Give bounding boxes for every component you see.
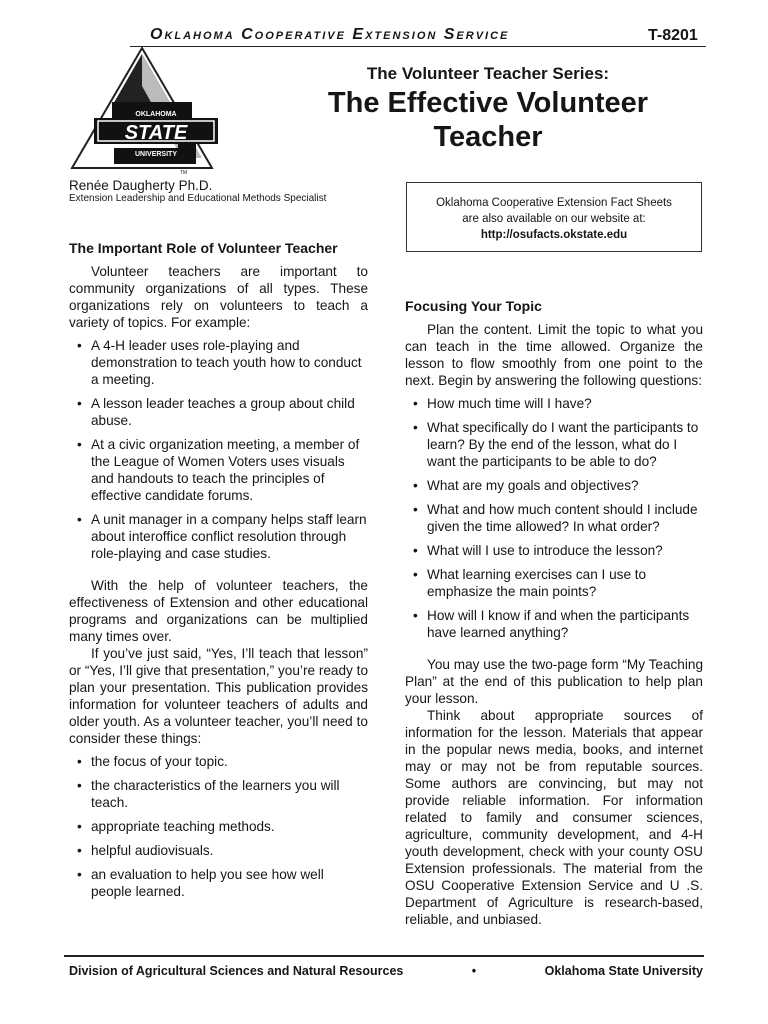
- list-item: • How much time will I have?: [413, 396, 592, 411]
- bullet-icon: •: [77, 512, 82, 527]
- bullet-icon: •: [77, 338, 82, 353]
- list-item: • What and how much content should I include given the time allowed? In what order?: [413, 502, 698, 534]
- bullet-icon: •: [413, 478, 418, 493]
- info-box-line-1: Oklahoma Cooperative Extension Fact Sheets: [436, 197, 672, 209]
- bullet-icon: •: [413, 420, 418, 435]
- page-title-line-2: Teacher: [433, 121, 543, 153]
- list-item: • A 4-H leader uses role-playing and demonstration to teach youth how to conduct a meeting.: [77, 338, 362, 387]
- publisher-name: Oklahoma Cooperative Extension Service: [150, 26, 510, 43]
- paragraph: You may use the two-page form “My Teaching Plan” at the end of this publication to help plan your lesson.: [405, 657, 703, 706]
- section-heading-important-role: The Important Role of Volunteer Teacher: [69, 240, 338, 256]
- bullet-icon: •: [77, 867, 82, 882]
- bullet-icon: •: [77, 754, 82, 769]
- bullet-icon: •: [413, 396, 418, 411]
- paragraph: Think about appropriate sources of information for the lesson. Materials that appear in the popular news media, books, and internet may or may not be from reputable sources. Some authors are convincing, but may not provide reliable information. For information related to family and consumer sciences, agriculture, community development, and 4-H youth development, check with your county OSU Extension professionals. The material from the OSU Cooperative Extension Service and U .S. Department of Agriculture is research-based, reliable, and unbiased.: [405, 708, 703, 927]
- list-item: • A lesson leader teaches a group about child abuse.: [77, 396, 355, 428]
- bullet-icon: •: [77, 396, 82, 411]
- list-item: • What are my goals and objectives?: [413, 478, 639, 493]
- bullet-icon: •: [77, 843, 82, 858]
- list-item: • What will I use to introduce the lesson?: [413, 543, 663, 558]
- list-item: • the characteristics of the learners you will teach.: [77, 778, 340, 810]
- logo-text-main: STATE: [124, 122, 188, 144]
- bullet-icon: •: [413, 543, 418, 558]
- bullet-icon: •: [413, 567, 418, 582]
- document-number: T-8201: [648, 27, 698, 44]
- list-item: • What specifically do I want the participants to learn? By the end of the lesson, what do I want the participants to be able to do?: [413, 420, 699, 469]
- website-info-box: [406, 182, 702, 252]
- footer-university: Oklahoma State University: [544, 964, 703, 978]
- website-link[interactable]: http://osufacts.okstate.edu: [480, 229, 628, 241]
- info-box-line-2: are also available on our website at:: [462, 213, 646, 225]
- bullet-icon: •: [413, 502, 418, 517]
- logo-text-top: OKLAHOMA: [135, 111, 177, 118]
- author-role: Extension Leadership and Educational Methods Specialist: [69, 193, 327, 204]
- list-item: • At a civic organization meeting, a member of the League of Women Voters uses visuals and handouts to teach the principles of effective candidate forums.: [77, 437, 360, 503]
- bullet-icon: •: [77, 437, 82, 452]
- page-title-line-1: The Effective Volunteer: [327, 87, 649, 119]
- paragraph: If you’ve just said, “Yes, I’ll teach that lesson” or “Yes, I’ll give that presentation,” you’re ready to plan your presentation. This publication provides information for volunteer teachers of adults and older youth. As a volunteer teacher, you’ll need to consider these things:: [69, 646, 368, 746]
- paragraph: Volunteer teachers are important to community organizations of all types. These organizations rely on volunteers to teach a variety of topics. For example:: [69, 264, 368, 330]
- consider-list: [69, 753, 368, 900]
- bullet-icon: •: [77, 819, 82, 834]
- logo-text-bottom: UNIVERSITY: [134, 151, 178, 158]
- page-title: [250, 86, 726, 154]
- list-item: • A unit manager in a company helps staff learn about interoffice conflict resolution through role-playing and case studies.: [77, 512, 367, 561]
- bullet-icon: •: [77, 778, 82, 793]
- list-item: • an evaluation to help you see how well people learned.: [77, 867, 324, 899]
- footer-separator: •: [471, 964, 477, 978]
- list-item: • the focus of your topic.: [77, 754, 228, 769]
- question-list: [405, 395, 703, 641]
- author-name: Renée Daugherty Ph.D.: [69, 178, 213, 193]
- paragraph: With the help of volunteer teachers, the effectiveness of Extension and other educational programs and organizations can be multiplied many times over.: [69, 578, 368, 644]
- list-item: • How will I know if and when the participants have learned anything?: [413, 608, 690, 640]
- paragraph: Plan the content. Limit the topic to what you can teach in the time allowed. Organize the lesson to flow smoothly from one point to the next. Begin by answering the following questions:: [405, 322, 703, 388]
- footer: [69, 964, 703, 978]
- list-item: • What learning exercises can I use to emphasize the main points?: [413, 567, 647, 599]
- right-column: [405, 298, 703, 928]
- footer-divider: [64, 955, 704, 957]
- list-item: • appropriate teaching methods.: [77, 819, 275, 834]
- osu-logo: [64, 46, 224, 180]
- footer-division: Division of Agricultural Sciences and Natural Resources: [69, 964, 404, 978]
- left-column: [69, 240, 368, 900]
- series-title: The Volunteer Teacher Series:: [366, 64, 610, 83]
- bullet-icon: •: [413, 608, 418, 623]
- logo-trademark: TM: [180, 170, 188, 176]
- example-list: [69, 337, 368, 562]
- section-heading-focusing-topic: Focusing Your Topic: [405, 298, 542, 314]
- list-item: • helpful audiovisuals.: [77, 843, 214, 858]
